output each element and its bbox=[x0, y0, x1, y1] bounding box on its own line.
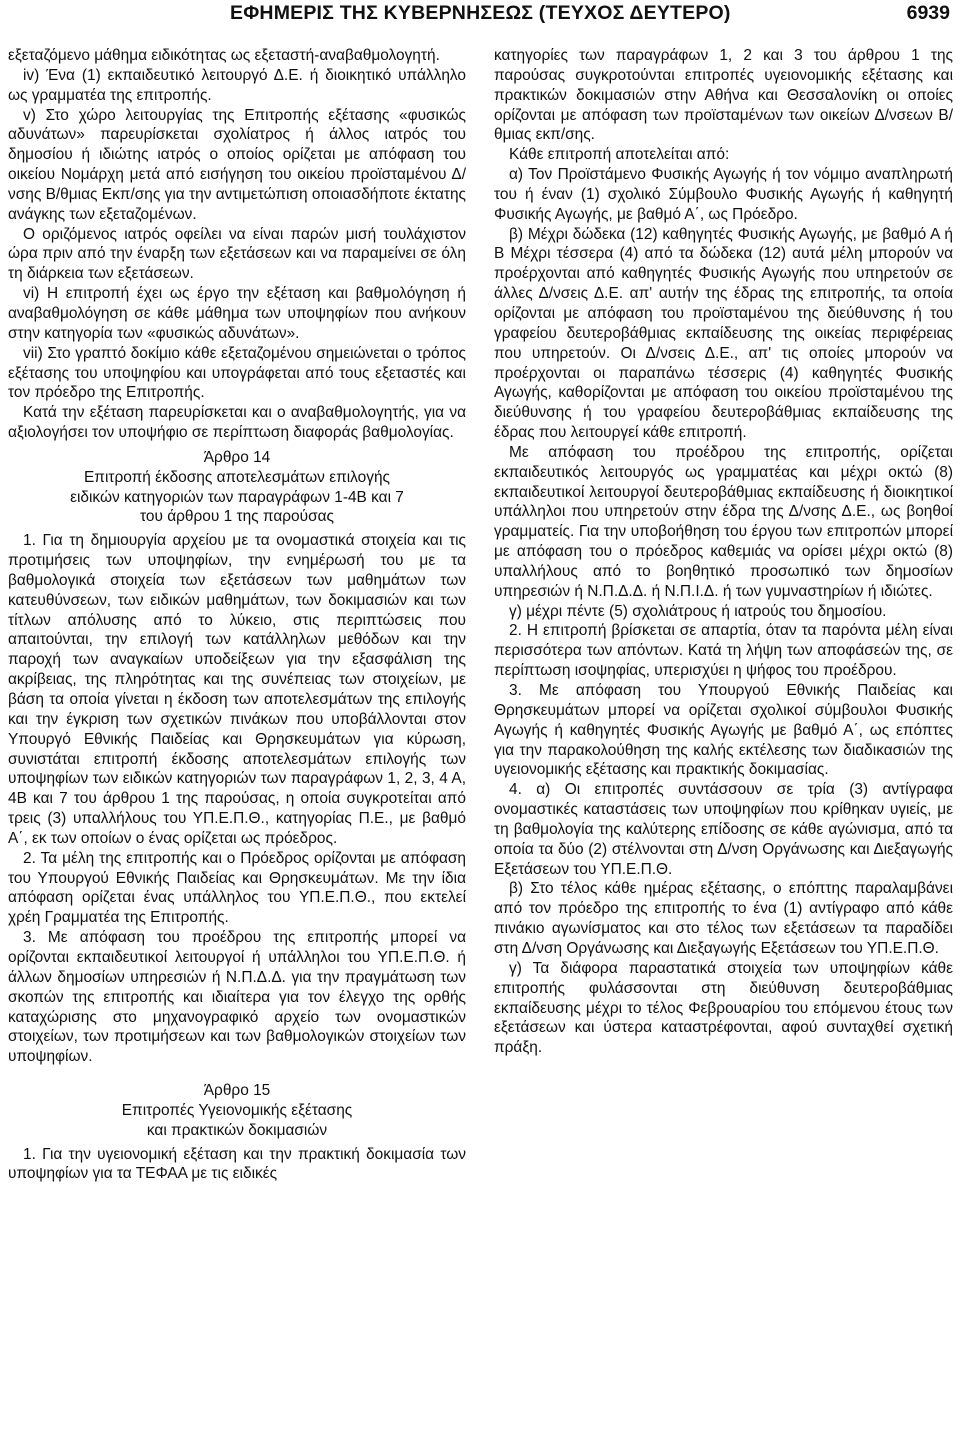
paragraph: β) Μέχρι δώδεκα (12) καθηγητές Φυσικής Αγωγής, με βαθμό Α ή Β Μέχρι τέσσερα (4) από τα δώδεκα (12) αυτά μέλη μπορούν να προέρχονται από καθηγητές Φυσικής Αγωγής που υπηρετούν σε άλλες Δ/νσεις Δ.Ε. απ' αυτήν της έδρας της επιτροπής, τα οποία ορίζονται με απόφαση του προϊσταμένου της διεύθυνσης ή του γραφείου δευτεροβάθμιας εκπαίδευσης της οικείας περιφέρειας που υπηρετούν. Οι Δ/νσεις Δ.Ε., απ' τις οποίες μπορούν να προέρχονται οι παραπάνω τέσσερις (4) καθηγητές Φυσικής Αγωγής, καθορίζονται με απόφαση του οικείου προϊσταμένου της διεύθυνσης ή του γραφείου δευτεροβάθμιας εκπαίδευσης της έδρας που λειτουργεί κάθε επιτροπή. bbox=[494, 225, 953, 442]
article-15-number: Άρθρο 15 bbox=[203, 1082, 271, 1100]
paragraph: 1. Για την υγειονομική εξέταση και την πρακτική δοκιμασία των υποψηφίων για τα ΤΕΦΑΑ με τις ειδικές bbox=[8, 1145, 466, 1183]
article-14-title-line: του άρθρου 1 της παρούσας bbox=[140, 508, 334, 526]
article-15-title-line: και πρακτικών δοκιμασιών bbox=[146, 1121, 328, 1139]
paragraph: εξεταζόμενο μάθημα ειδικότητας ως εξεταστή-αναβαθμολογητή. bbox=[8, 47, 440, 64]
paragraph: κατηγορίες των παραγράφων 1, 2 και 3 του άρθρου 1 της παρούσας συγκροτούνται επιτροπές υγειονομικής εξέτασης και πρακτικών δοκιμασιών στην Αθήνα και Θεσσαλονίκη οι οποίες ορίζονται με απόφαση των προϊσταμένων των οικείων Δ/νσεων Β/θμιας εκπ/σης. bbox=[494, 47, 953, 144]
left-column bbox=[8, 46, 466, 1184]
gazette-title: ΕΦΗΜΕΡΙΣ ΤΗΣ ΚΥΒΕΡΝΗΣΕΩΣ (ΤΕΥΧΟΣ ΔΕΥΤΕΡΟ) bbox=[230, 2, 731, 24]
article-14-title-line: ειδικών κατηγοριών των παραγράφων 1-4Β και 7 bbox=[70, 488, 404, 506]
paragraph: vii) Στο γραπτό δοκίμιο κάθε εξεταζομένου σημειώνεται ο τρόπος εξέτασης του υποψηφίου και υπογράφεται από τους εξεταστές και τον πρόεδρο της Επιτροπής. bbox=[8, 344, 466, 402]
paragraph: β) Στο τέλος κάθε ημέρας εξέτασης, ο επόπτης παραλαμβάνει από τον πρόεδρο της επιτροπής το ένα (1) αντίγραφο από κάθε πινάκιο αγωνίσματος και στο τέλος των εξετάσεων τα παραδίδει στη Δ/νση Οργάνωσης και Διεξαγωγής Εξετάσεων του ΥΠ.Ε.Π.Θ. bbox=[494, 880, 953, 957]
right-column bbox=[494, 46, 953, 1058]
paragraph: α) Τον Προϊστάμενο Φυσικής Αγωγής ή τον νόμιμο αναπληρωτή του ή έναν (1) σχολικό Σύμβουλο Φυσικής Αγωγής ή καθηγητή Φυσικής Αγωγής, με βαθμό Α΄, ως Πρόεδρο. bbox=[494, 166, 953, 223]
paragraph: 4. α) Οι επιτροπές συντάσσουν σε τρία (3) αντίγραφα ονομαστικές καταστάσεις των υποψηφίων που κρίθηκαν υγιείς, με τη βαθμολογία της καλύτερης επίδοσης σε κάθε αγώνισμα, από τα οποία τα δύο (2) στέλνονται στη Δ/νση Οργάνωσης και Διεξαγωγής Εξετάσεων του ΥΠ.Ε.Π.Θ. bbox=[494, 781, 953, 878]
paragraph: v) Στο χώρο λειτουργίας της Επιτροπής εξέτασης «φυσικώς αδυνάτων» παρευρίσκεται σχολίατρος ή άλλος ιατρός του δημοσίου ή ιδιώτης ιατρός ο οποίος ορίζεται με απόφαση του οικείου Νομάρχη μετά από εισήγηση του οικείου προϊσταμένου Δ/νσης Β/θμιας Εκπ/σης για την αντιμετώπιση οποιασδήποτε έκτατης ανάγκης των εξεταζομένων. bbox=[8, 106, 466, 223]
paragraph: vi) Η επιτροπή έχει ως έργο την εξέταση και βαθμολόγηση ή αναβαθμολόγηση σε κάθε μάθημα των υποψηφίων που ανήκουν στην κατηγορία των «φυσικώς αδυνάτων». bbox=[8, 285, 466, 342]
paragraph: 3. Με απόφαση του Υπουργού Εθνικής Παιδείας και Θρησκευμάτων μπορεί να ορίζεται σχολικοί σύμβουλοι Φυσικής Αγωγής ή καθηγητές Φυσικής Αγωγής με βαθμό Α΄, ως επόπτες για την παρακολούθηση της καλής εκτέλεσης των διαδικασιών της υγειονομικής εξέτασης και πρακτικής δοκιμασίας. bbox=[494, 682, 953, 779]
page-number: 6939 bbox=[906, 2, 950, 24]
paragraph: γ) μέχρι πέντε (5) σχολιάτρους ή ιατρούς του δημοσίου. bbox=[509, 602, 887, 620]
paragraph: Κάθε επιτροπή αποτελείται από: bbox=[509, 146, 730, 164]
paragraph: 2. Τα μέλη της επιτροπής και ο Πρόεδρος ορίζονται με απόφαση του Υπουργού Εθνικής Παιδείας και Θρησκευμάτων. Με την ίδια απόφαση ορίζεται ένας υπάλληλος του ΥΠ.Ε.Π.Θ., που εκτελεί χρέη Γραμματέα της Επιτροπής. bbox=[8, 849, 466, 927]
paragraph: Ο οριζόμενος ιατρός οφείλει να είναι παρών μισή τουλάχιστον ώρα πριν από την έναρξη των εξετάσεων και να παραμείνει σε όλη τη διάρκεια των εξετάσεων. bbox=[8, 225, 466, 283]
paragraph: 1. Για τη δημιουργία αρχείου με τα ονομαστικά στοιχεία και τις προτιμήσεις των υποψηφίων, την ενημέρωσή του με τα βαθμολογικά στοιχεία των εξετάσεων των μαθημάτων των κατευθύνσεων, των ειδικών μαθημάτων, των δοκιμασιών και των τίτλων απόλυσης από το λύκειο, στις περιπτώσεις που απαιτούνται, την επιλογή των κατάλληλων μεθόδων και την παροχή των αναγκαίων υποδείξεων για την εξασφάλιση της ακρίβειας, της πληρότητας και της συνέπειας των στοιχείων, με βάση τα οποία γίνεται η έκδοση των αποτελεσμάτων της επιλογής και την έγκριση των σχετικών πινάκων που υποβάλλονται στον Υπουργό Εθνικής Παιδείας και Θρησκευμάτων για κύρωση, συνιστάται επιτροπή έκδοσης αποτελεσμάτων επιλογής των υποψηφίων των ειδικών κατηγοριών των παραγράφων 1, 2, 3, 4 Α, 4Β και 7 του άρθρου 1 της παρούσας, η οποία συγκροτείται από τρεις (3) υπαλλήλους του ΥΠ.Ε.Π.Θ., κατηγορίας Π.Ε., με βαθμό Α΄, εκ των οποίων ο ένας ορίζεται ως πρόεδρος. bbox=[8, 532, 466, 847]
paragraph: iv) Ένα (1) εκπαιδευτικό λειτουργό Δ.Ε. ή διοικητικό υπάλληλο ως γραμματέα της επιτροπής. bbox=[8, 66, 466, 104]
article-14-number: Άρθρο 14 bbox=[203, 448, 271, 466]
paragraph: 2. Η επιτροπή βρίσκεται σε απαρτία, όταν τα παρόντα μέλη είναι περισσότερα των απόντων. Κατά τη λήψη των αποφάσεών της, σε περίπτωση ισοψηφίας, υπερισχύει η ψήφος του προέδρου. bbox=[494, 622, 953, 680]
paragraph: γ) Τα διάφορα παραστατικά στοιχεία των υποψηφίων κάθε επιτροπής φυλάσσονται στη διεύθυνση δευτεροβάθμιας εκπαίδευσης μέχρι το τέλος Φεβρουαρίου του επόμενου έτους των εξετάσεων και ύστερα καταστρέφονται, αφού συνταχθεί σχετική πράξη. bbox=[494, 959, 953, 1057]
article-15-title-line: Επιτροπές Υγειονομικής εξέτασης bbox=[121, 1101, 353, 1119]
page-header bbox=[0, 0, 960, 34]
paragraph: Κατά την εξέταση παρευρίσκεται και ο αναβαθμολογητής, για να αξιολογήσει τον υποψήφιο σε περίπτωση διαφοράς βαθμολογίας. bbox=[8, 404, 466, 442]
paragraph: Με απόφαση του προέδρου της επιτροπής, ορίζεται εκπαιδευτικός λειτουργός ως γραμματέας και μέχρι οκτώ (8) εκπαιδευτικοί λειτουργοί δευτεροβάθμιας εκπαίδευσης ή διοικητικοί υπάλληλοι που υπηρετούν στην έδρα της Δ/νσης Δ.Ε., ως βοηθοί γραμματείς. Για την υποβοήθηση του έργου των επιτροπών μπορεί με απόφαση του ο πρόεδρος καθεμιάς να ορίσει μέχρι οκτώ (8) υπαλλήλους από το βοηθητικό προσωπικό των δημοσίων υπηρεσιών ή Ν.Π.Δ.Δ. ή Ν.Π.Ι.Δ. ή των γυμναστηρίων ή ιδιώτες. bbox=[494, 443, 953, 600]
article-14-title-line: Επιτροπή έκδοσης αποτελεσμάτων επιλογής bbox=[84, 468, 390, 486]
paragraph: 3. Με απόφαση του προέδρου της επιτροπής μπορεί να ορίζονται εκπαιδευτικοί λειτουργοί ή υπάλληλοι του ΥΠ.Ε.Π.Θ. ή άλλων δημοσίων υπηρεσιών ή Ν.Π.Δ.Δ. για την πραγμάτωση των σκοπών της επιτροπής και ιδιαίτερα για τον έλεγχο της ορθής καταχώρισης στο μηχανογραφικό αρχείο των ονομαστικών στοιχείων, των προτιμήσεων και των βαθμολογικών στοιχείων των υποψηφίων. bbox=[8, 929, 466, 1066]
